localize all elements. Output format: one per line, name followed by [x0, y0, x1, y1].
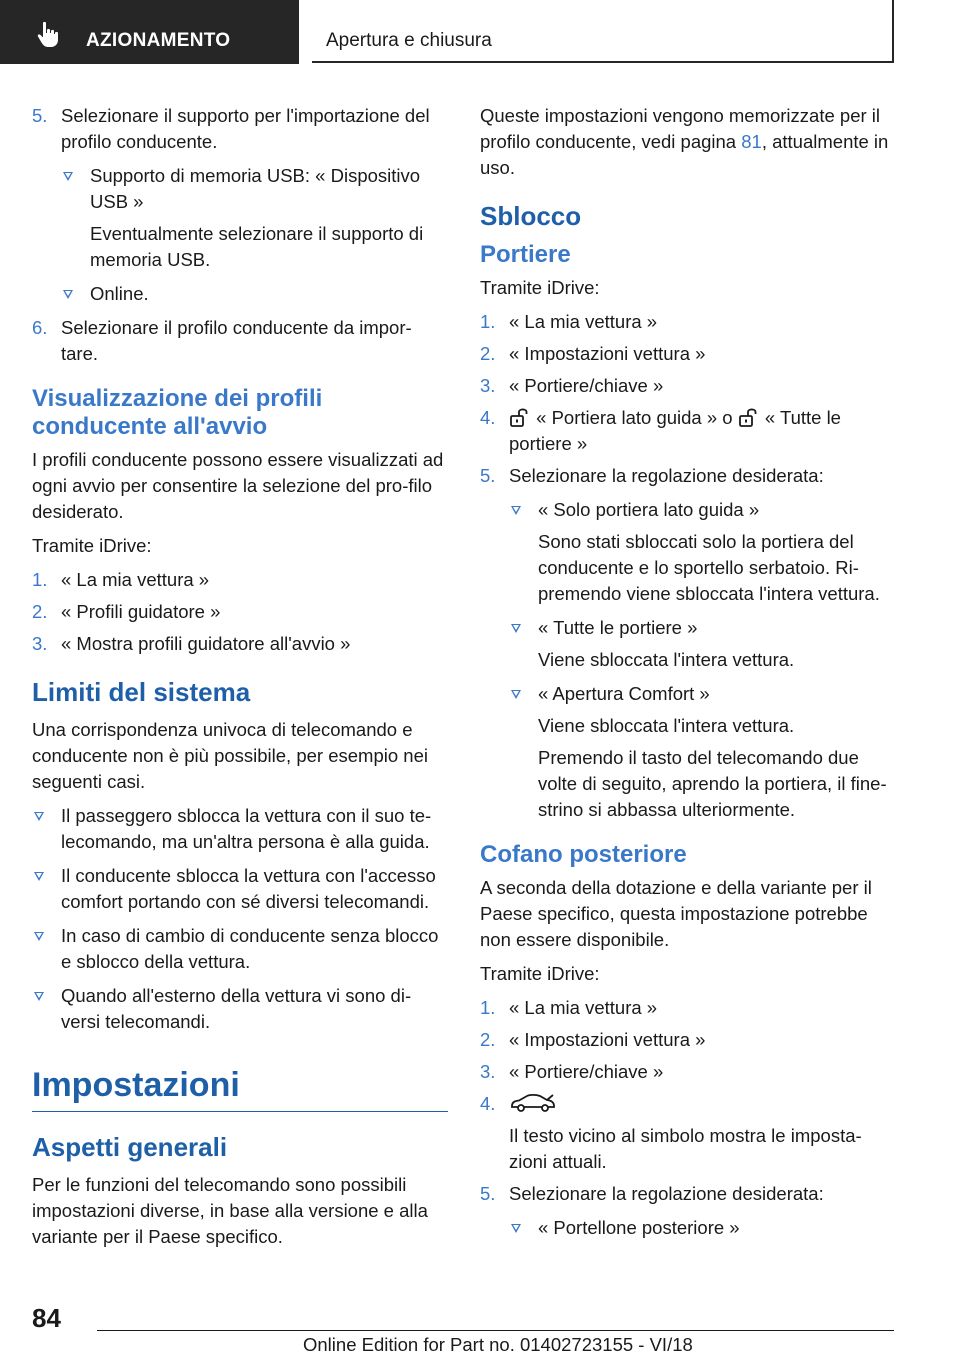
step-number: 4. — [480, 407, 496, 428]
triangle-bullet-icon — [511, 1224, 521, 1233]
trunk-steps — [480, 995, 896, 1241]
door-steps — [480, 309, 896, 823]
import-steps — [32, 103, 448, 367]
step-number: 2. — [32, 601, 48, 622]
intro-text: , attualmente in uso. — [480, 131, 889, 178]
option-label: « Solo portiera lato guida » — [538, 499, 760, 520]
intro-text: Queste impostazioni vengono memorizzate per il profilo conducente, vedi pagina — [480, 105, 880, 152]
triangle-bullet-icon — [511, 624, 521, 633]
footer-edition: Online Edition for Part no. 01402723155 - VI/18 — [303, 1334, 693, 1355]
triangle-bullet-icon — [34, 872, 44, 881]
step-number: 5. — [480, 465, 496, 486]
option-description: Eventualmente selezionare il supporto di memoria USB. — [90, 223, 424, 270]
subsection-heading: Portiere — [480, 241, 571, 268]
right-column — [480, 103, 896, 1249]
page-number: 84 — [32, 1303, 61, 1333]
list-item — [32, 567, 448, 593]
step-description: Il testo vicino al simbolo mostra le imposta-zioni attuali. — [509, 1125, 862, 1172]
paragraph — [480, 103, 896, 181]
list-item — [32, 103, 448, 307]
car-tailgate-icon — [509, 1091, 557, 1113]
option-label: « Tutte le portiere » — [538, 617, 698, 638]
list-item — [480, 1027, 896, 1053]
step-number: 3. — [32, 633, 48, 654]
unlock-options — [509, 497, 896, 823]
step-text: « La mia vettura » — [61, 569, 210, 590]
subsection-heading: Cofano posteriore — [480, 841, 687, 868]
option-label: « Portellone posteriore » — [538, 1217, 740, 1238]
step-number: 1. — [32, 569, 48, 590]
list-item — [509, 1215, 896, 1241]
step-number: 1. — [480, 311, 496, 332]
step-text: Selezionare la regolazione desiderata: — [509, 465, 824, 486]
option-description: Sono stati sbloccati solo la portiera del conducente e lo sportello serbatoio. Ri-premendo viene sbloccata l'intera vettura. — [538, 531, 880, 604]
step-text: Selezionare la regolazione desiderata: — [509, 1183, 824, 1204]
list-item — [480, 1181, 896, 1241]
triangle-bullet-icon — [63, 172, 73, 181]
step-text: « La mia vettura » — [509, 997, 658, 1018]
chapter-label: Apertura e chiusura — [326, 30, 492, 51]
step-number: 5. — [480, 1183, 496, 1204]
list-item — [32, 315, 448, 367]
list-item — [480, 1091, 896, 1175]
step-number: 3. — [480, 375, 496, 396]
list-item — [509, 497, 896, 607]
triangle-bullet-icon — [511, 690, 521, 699]
step-text: « La mia vettura » — [509, 311, 658, 332]
footer-divider — [97, 1330, 894, 1331]
section-heading: Aspetti generali — [32, 1132, 228, 1162]
list-item — [480, 309, 896, 335]
media-options — [61, 163, 448, 307]
step-number: 6. — [32, 317, 48, 338]
list-item — [480, 373, 896, 399]
option-description: Viene sbloccata l'intera vettura. — [538, 649, 795, 670]
page-reference-link[interactable]: 81 — [741, 131, 762, 152]
step-number: 5. — [32, 105, 48, 126]
list-item — [61, 163, 448, 273]
padlock-open-icon — [738, 407, 760, 427]
step-text: « Tutte le portiere » — [509, 407, 841, 454]
triangle-bullet-icon — [511, 506, 521, 515]
bullet-text: In caso di cambio di conducente senza blocco e sblocco della vettura. — [61, 925, 439, 972]
paragraph: Tramite iDrive: — [480, 277, 600, 298]
step-text: Selezionare il supporto per l'importazione del profilo conducente. — [61, 105, 430, 152]
chapter-heading: Impostazioni — [32, 1065, 448, 1112]
trunk-options — [509, 1215, 896, 1241]
list-item — [32, 631, 448, 657]
list-item — [509, 681, 896, 823]
bullet-text: Il conducente sblocca la vettura con l'accesso comfort portando con sé diversi telecomandi. — [61, 865, 436, 912]
limits-list — [32, 803, 448, 1035]
section-label: AZIONAMENTO — [86, 30, 231, 51]
list-item — [480, 463, 896, 823]
paragraph: Tramite iDrive: — [480, 963, 600, 984]
step-text: « Portiere/chiave » — [509, 375, 664, 396]
list-item — [480, 995, 896, 1021]
paragraph: Per le funzioni del telecomando sono possibili impostazioni diverse, in base alla versione e alla variante per il Paese specifico. — [32, 1174, 428, 1247]
bullet-text: Quando all'esterno della vettura vi sono di-versi telecomandi. — [61, 985, 412, 1032]
step-text: « Portiere/chiave » — [509, 1061, 664, 1082]
paragraph: A seconda della dotazione e della variante per il Paese specifico, questa impostazione potrebbe non essere disponibile. — [480, 877, 872, 950]
step-text: « Mostra profili guidatore all'avvio » — [61, 633, 351, 654]
triangle-bullet-icon — [34, 932, 44, 941]
paragraph: I profili conducente possono essere visualizzati ad ogni avvio per consentire la selezione del pro-filo desiderato. — [32, 449, 444, 522]
step-text: « Portiera lato guida » o — [531, 407, 738, 428]
list-item — [32, 599, 448, 625]
option-label: « Apertura Comfort » — [538, 683, 710, 704]
section-heading: Sblocco — [480, 201, 582, 231]
hand-pointer-icon — [34, 19, 64, 49]
step-number: 4. — [480, 1093, 496, 1114]
list-item — [61, 281, 448, 307]
step-text: « Impostazioni vettura » — [509, 1029, 706, 1050]
section-tab — [0, 0, 299, 64]
option-text: Online. — [90, 283, 149, 304]
paragraph: Tramite iDrive: — [32, 535, 152, 556]
list-item — [480, 1059, 896, 1085]
section-heading: Visualizzazione dei profili conducente all'avvio — [32, 385, 323, 440]
idrive-steps — [32, 567, 448, 657]
list-item — [509, 615, 896, 673]
step-number: 1. — [480, 997, 496, 1018]
step-number: 3. — [480, 1061, 496, 1082]
paragraph: Una corrispondenza univoca di telecomando e conducente non è più possibile, per esempio nei seguenti casi. — [32, 719, 428, 792]
list-item — [32, 983, 448, 1035]
section-heading: Limiti del sistema — [32, 677, 251, 707]
list-item — [32, 803, 448, 855]
step-text: Selezionare il profilo conducente da impor-tare. — [61, 317, 412, 364]
step-text: « Impostazioni vettura » — [509, 343, 706, 364]
triangle-bullet-icon — [34, 992, 44, 1001]
option-text: Supporto di memoria USB: « Dispositivo USB » — [90, 165, 421, 212]
chapter-header — [312, 0, 894, 63]
list-item — [32, 863, 448, 915]
step-number: 2. — [480, 1029, 496, 1050]
step-number: 2. — [480, 343, 496, 364]
list-item — [32, 923, 448, 975]
padlock-open-icon — [509, 407, 531, 427]
step-text: « Profili guidatore » — [61, 601, 221, 622]
left-column — [32, 103, 448, 1258]
option-description: Premendo il tasto del telecomando due volte di seguito, aprendo la portiera, il fine-strino si abbassa ulteriormente. — [538, 747, 887, 820]
bullet-text: Il passeggero sblocca la vettura con il suo te-lecomando, ma un'altra persona è alla guida. — [61, 805, 432, 852]
triangle-bullet-icon — [63, 290, 73, 299]
option-description: Viene sbloccata l'intera vettura. — [538, 715, 795, 736]
list-item — [480, 405, 896, 457]
triangle-bullet-icon — [34, 812, 44, 821]
list-item — [480, 341, 896, 367]
